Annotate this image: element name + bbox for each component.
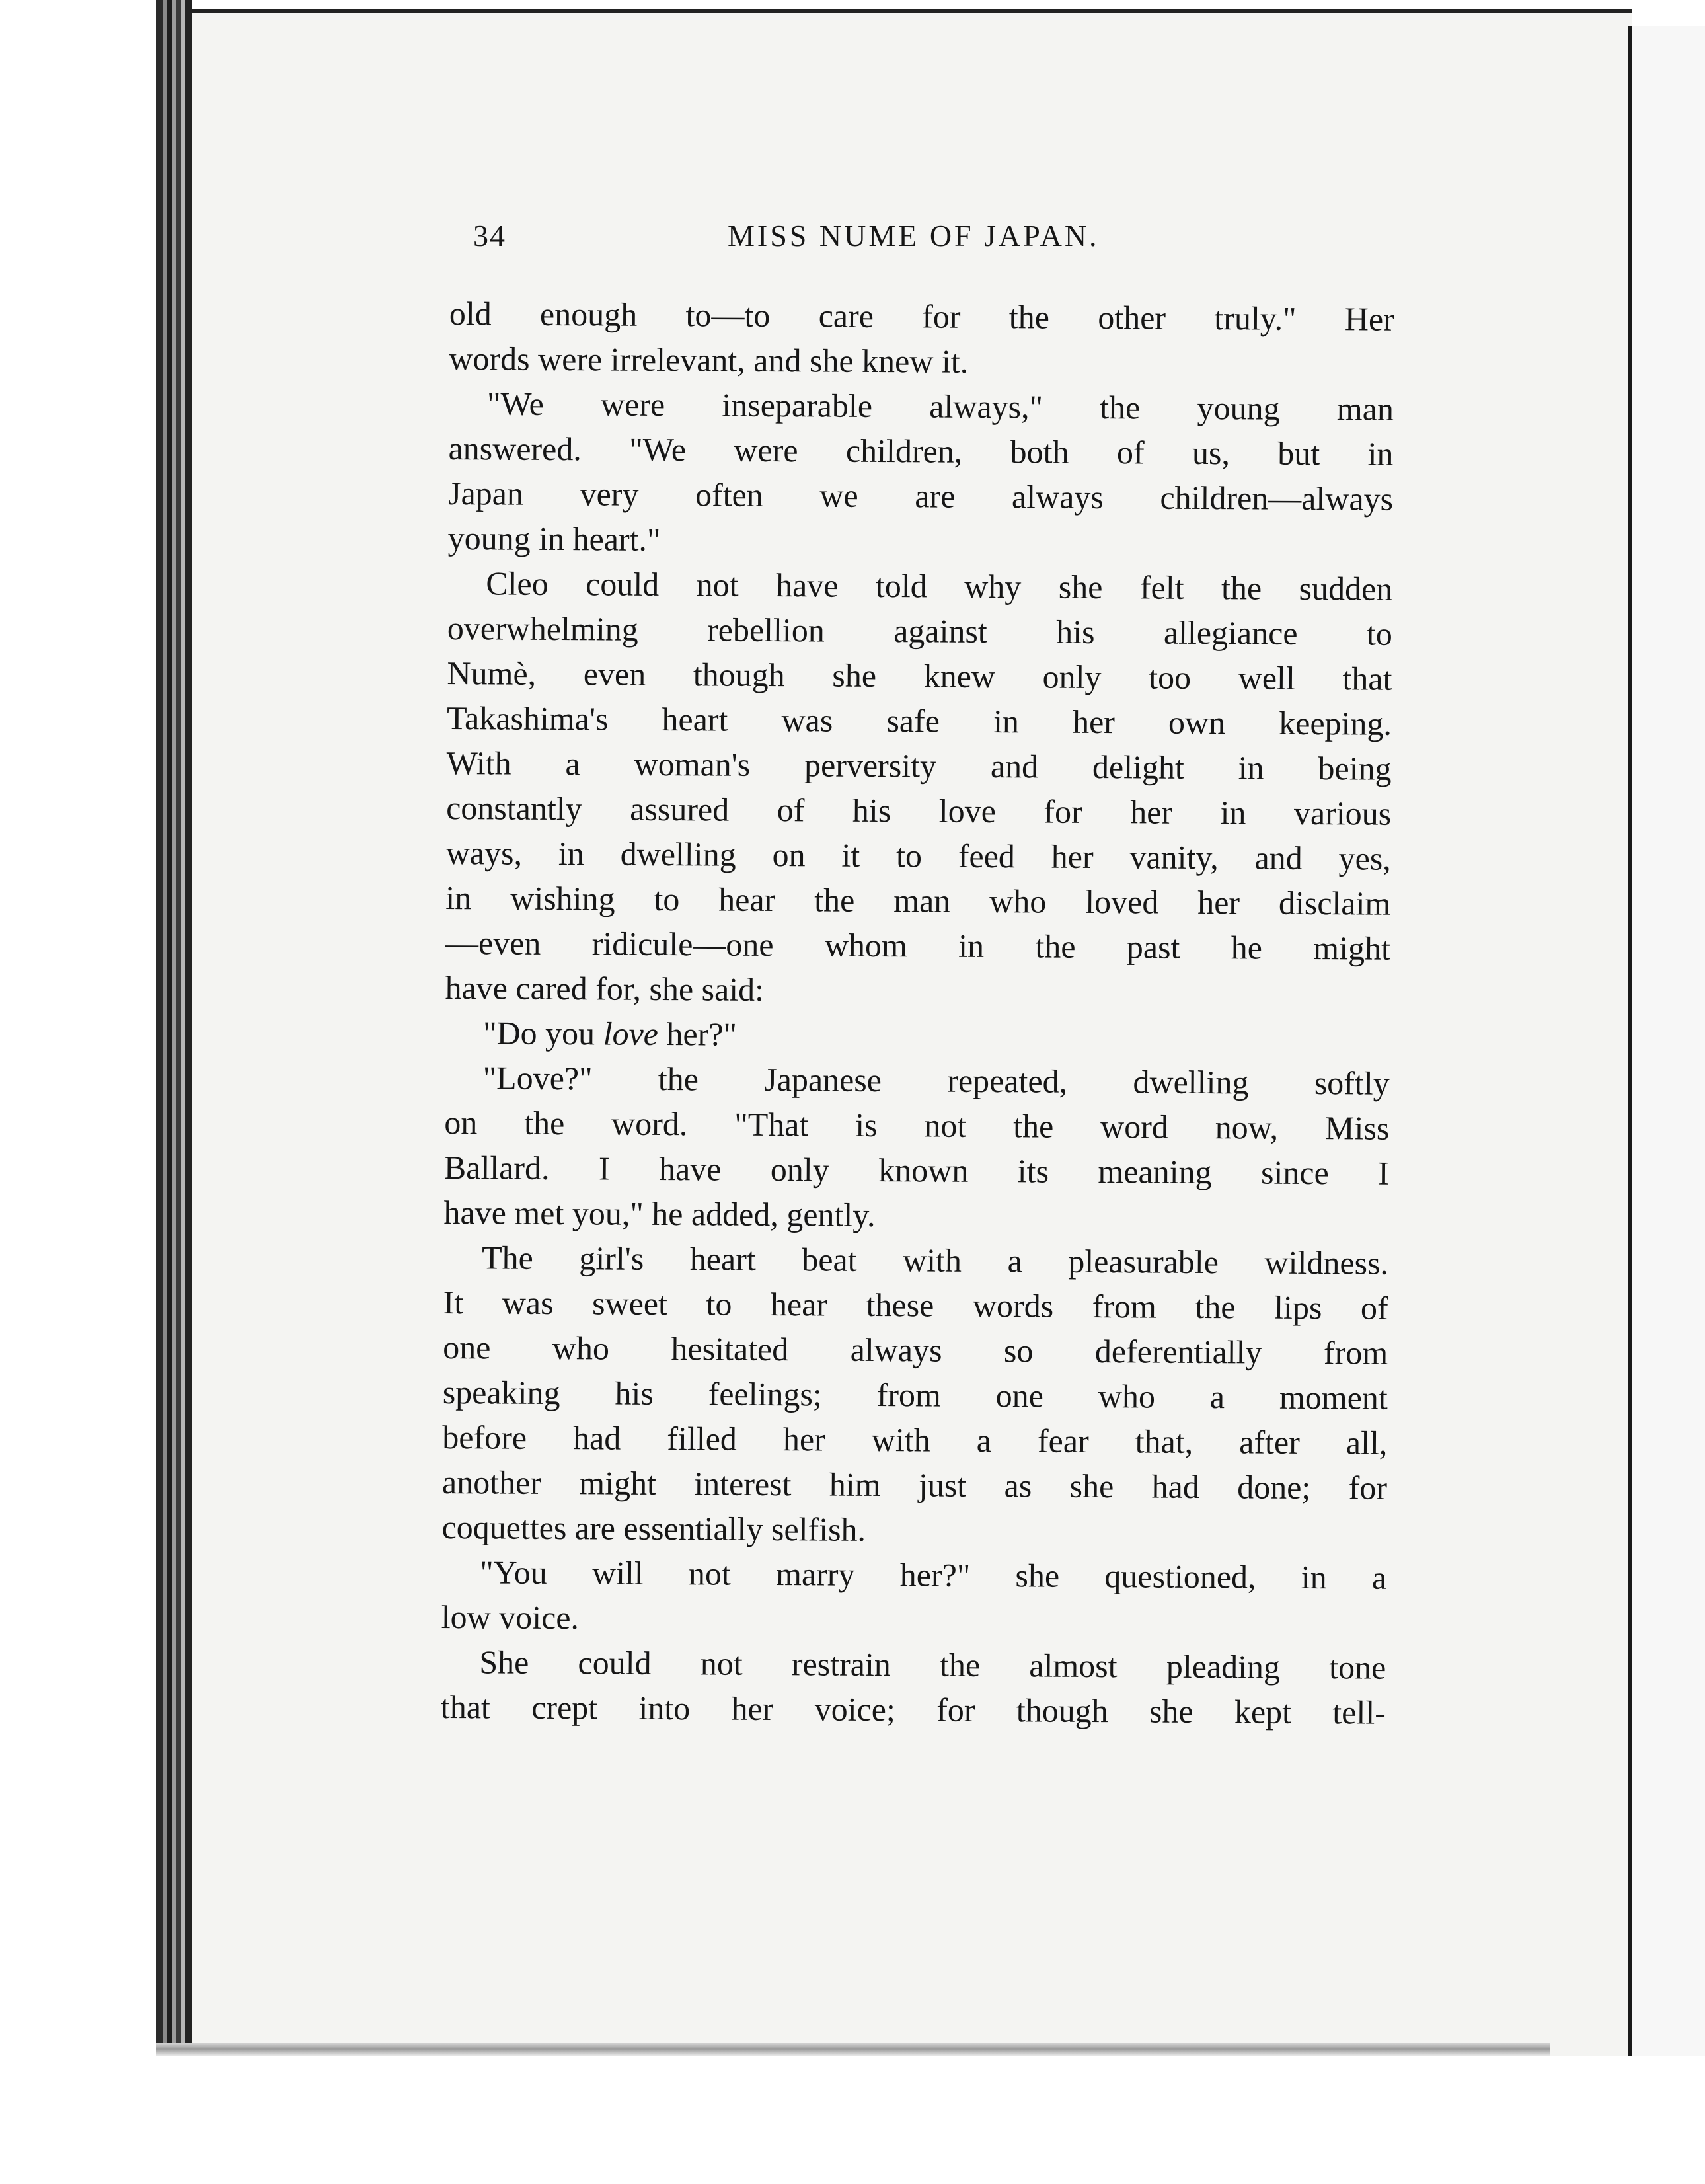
page-bottom-edge — [156, 2043, 1550, 2056]
text-line — [445, 1010, 1390, 1061]
text-line: "We were inseparable always," the young man — [486, 385, 1394, 428]
text-line: in wishing to hear the man who loved her disclaim — [445, 878, 1391, 922]
text-line: ways, in dwelling on it to feed her vanity, and yes, — [445, 834, 1391, 877]
text-line: constantly assured of his love for her in various — [446, 789, 1392, 832]
text-line: Japan very often we are always children—always — [447, 474, 1394, 518]
text-line: another might interest him just as she had done; for — [441, 1463, 1388, 1506]
text-line: on the word. "That is not the word now, Miss — [444, 1103, 1390, 1147]
text-line: Ballard. I have only known its meaning since I — [443, 1148, 1390, 1192]
book-binding — [156, 0, 192, 2056]
text-line: have cared for, she said: — [445, 968, 765, 1008]
text-line: speaking his feelings; from one who a moment — [442, 1373, 1388, 1417]
text-line: With a woman's perversity and delight in being — [446, 744, 1392, 787]
facing-page-edge — [1628, 26, 1705, 2142]
text-line: Takashima's heart was safe in her own keeping. — [446, 699, 1392, 742]
text-line: before had filled her with a fear that, after all, — [442, 1418, 1388, 1462]
text-line: Cleo could not have told why she felt the sudden — [486, 565, 1393, 607]
text-line: that crept into her voice; for though she kept tell- — [440, 1688, 1386, 1731]
text-fragment: "Do you — [482, 1014, 603, 1052]
text-line: The girl's heart beat with a pleasurable wildness. — [481, 1239, 1389, 1282]
text-line: Numè, even though she knew only too well that — [447, 654, 1392, 697]
text-line: answered. "We were children, both of us, but in — [448, 429, 1394, 473]
text-line: young in heart." — [447, 519, 661, 558]
italic-word: love — [603, 1015, 659, 1052]
text-line: "You will not marry her?" she questioned, in a — [479, 1553, 1387, 1596]
running-head — [473, 218, 1524, 264]
text-line: old enough to—to care for the other truly." Her — [449, 294, 1394, 338]
text-line: have met you," he added, gently. — [443, 1193, 876, 1233]
text-line: It was sweet to hear these words from the lips of — [443, 1283, 1388, 1327]
book-title: MISS NUME OF JAPAN. — [728, 219, 1100, 253]
page-number: 34 — [473, 219, 506, 253]
text-fragment: her?" — [658, 1015, 738, 1053]
text-line: "Love?" the Japanese repeated, dwelling softly — [482, 1059, 1390, 1102]
text-line: —even ridicule—one whom in the past he might — [445, 923, 1391, 967]
text-line: coquettes are essentially selfish. — [441, 1508, 866, 1548]
text-line: words were irrelevant, and she knew it. — [449, 339, 969, 380]
text-line: She could not restrain the almost pleading tone — [479, 1643, 1386, 1686]
text-line: low voice. — [441, 1598, 580, 1637]
scan-margin — [156, 2056, 1705, 2184]
text-line: one who hesitated always so deferentially from — [443, 1328, 1388, 1372]
body-text — [441, 291, 1394, 1735]
text-line: overwhelming rebellion against his allegiance to — [447, 609, 1393, 652]
